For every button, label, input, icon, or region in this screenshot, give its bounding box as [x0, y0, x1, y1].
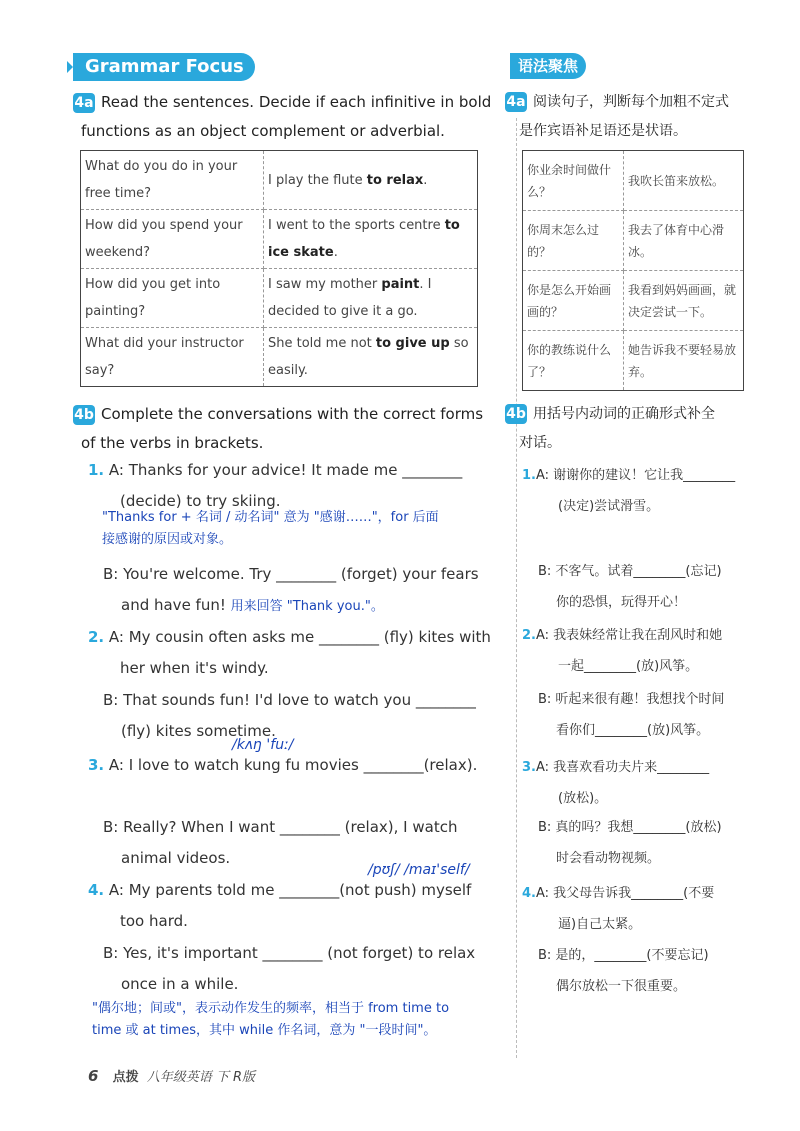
conv-line: A: 谢谢你的建议！它让我________ — [535, 468, 736, 483]
conv-number: 3. — [88, 756, 105, 774]
table-row — [81, 328, 478, 387]
left-4b-instructions — [73, 400, 503, 458]
right-4b-instr-line2: 对话。 — [519, 435, 561, 451]
right-4b-badge: 4b — [506, 406, 526, 422]
conv-number: 1. — [88, 461, 105, 479]
phonetic-push-myself: /pʊʃ/ /maɪ'self/ — [368, 862, 470, 878]
right-conv-1-a — [522, 460, 762, 522]
conv-line: animal videos. — [121, 849, 231, 867]
left-4a-instr-line2: functions as an object complement or adverbial. — [81, 122, 445, 140]
left-conv-4-a — [88, 875, 498, 937]
handwritten-note-you-are-welcome: 用来回答 "Thank you."。 — [230, 599, 384, 614]
table-row — [81, 210, 478, 269]
conv-number: 4. — [522, 886, 536, 901]
right-4b-instructions — [505, 400, 765, 458]
handwritten-note-thanks-for: "Thanks for + 名词 / 动名词" 意为 "感谢……"，for 后面 接感谢的原因或对象。 — [102, 510, 439, 547]
conv-line: 偶尔放松一下很重要。 — [556, 979, 687, 994]
conv-number: 3. — [522, 760, 536, 775]
conv-number: 2. — [522, 628, 536, 643]
left-4b-instr-line2: of the verbs in brackets. — [81, 434, 264, 452]
table-cell-answer: I saw my mother paint. I decided to give it a go. — [264, 269, 478, 328]
table-cell-question: What did your instructor say? — [81, 328, 264, 387]
table-cell-answer: 她告诉我不要轻易放弃。 — [628, 342, 737, 379]
conv-line: (决定)尝试滑雪。 — [558, 499, 660, 514]
handwritten-note-once-in-a-while: "偶尔地；间或"，表示动作发生的频率，相当于 from time to time 或 at times，其中 while 作名词，意为 "一段时间"。 — [92, 1001, 450, 1038]
brand-name: 点拨 — [112, 1070, 139, 1085]
conv-line: A: 我喜欢看功夫片来________ — [535, 760, 710, 775]
conv-line: A: 我表妹经常让我在刮风时和她 — [535, 628, 723, 643]
left-4a-instr-line1: Read the sentences. Decide if each infinitive in bold — [101, 93, 492, 111]
table-cell-answer: I play the flute to relax. — [264, 151, 478, 210]
column-divider — [516, 118, 517, 1058]
conv-line: B: Yes, it's important ________ (not forget) to relax — [103, 944, 476, 962]
right-conv-3-a — [522, 752, 762, 814]
conv-line: (放松)。 — [558, 791, 608, 806]
table-cell-question: How did you get into painting? — [81, 269, 264, 328]
conv-line: once in a while. — [121, 975, 239, 993]
phonetic-kung-fu: /kʌŋ 'fuː/ — [232, 737, 294, 753]
table-cell-answer: 我吹长笛来放松。 — [624, 151, 744, 211]
conv-line: her when it's windy. — [120, 659, 269, 677]
left-4a-badge: 4a — [74, 95, 94, 111]
table-cell-question: 你是怎么开始画画的？ — [523, 271, 624, 331]
left-conv-1-b — [103, 559, 503, 621]
table-cell-answer: 我看到妈妈画画，就决定尝试一下。 — [624, 271, 744, 331]
grammar-focus-banner: Grammar Focus — [73, 53, 255, 81]
left-conv-3-a — [88, 750, 498, 781]
book-title: 八年级英语 下 R版 — [146, 1070, 256, 1085]
table-cell-question: 你的教练说什么了？ — [523, 331, 624, 391]
conv-line: too hard. — [120, 912, 188, 930]
grammar-focus-banner-cn: 语法聚焦 — [510, 53, 586, 79]
conv-number: 1. — [522, 468, 536, 483]
right-conv-2-b — [538, 684, 763, 746]
table-row — [523, 211, 744, 271]
right-4b-instr-line1: 用括号内动词的正确形式补全 — [533, 406, 715, 422]
right-4a-badge: 4a — [506, 94, 526, 110]
conv-line: 一起________(放)风筝。 — [558, 659, 699, 674]
table-cell-question: 你业余时间做什么？ — [523, 151, 624, 211]
right-conv-3-b — [538, 812, 763, 874]
right-4a-instr-line1: 阅读句子，判断每个加粗不定式 — [533, 94, 729, 110]
left-conv-2-a — [88, 622, 498, 684]
conv-line: B: 真的吗？我想________(放松) — [538, 820, 722, 835]
table-row — [81, 151, 478, 210]
conv-line: B: 听起来很有趣！我想找个时间 — [538, 692, 725, 707]
conv-line: A: Thanks for your advice! It made me ________ — [108, 461, 463, 479]
left-4b-instr-line1: Complete the conversations with the correct forms — [101, 405, 484, 423]
conv-line: 逼)自己太紧。 — [558, 917, 642, 932]
page-number: 6 — [88, 1067, 99, 1085]
conv-line: A: My cousin often asks me ________ (fly) kites with — [108, 628, 491, 646]
conv-number: 4. — [88, 881, 105, 899]
conv-line: (fly) kites sometime. — [121, 722, 276, 740]
page-footer — [88, 1066, 255, 1085]
table-cell-answer: I went to the sports centre to ice skate. — [264, 210, 478, 269]
conv-line: B: That sounds fun! I'd love to watch you ________ — [103, 691, 476, 709]
table-cell-question: How did you spend your weekend? — [81, 210, 264, 269]
left-conv-4-b — [103, 938, 503, 1000]
table-cell-answer: She told me not to give up so easily. — [268, 336, 469, 378]
right-conv-4-a — [522, 878, 762, 940]
left-4a-instructions — [73, 88, 493, 146]
conv-line: and have fun! — [121, 596, 226, 614]
right-conv-1-b — [538, 556, 763, 618]
right-4a-instructions — [505, 88, 760, 146]
right-4a-table — [522, 150, 744, 391]
conv-line: 你的恐惧，玩得开心！ — [556, 595, 687, 610]
conv-line: B: You're welcome. Try ________ (forget) your fears — [103, 565, 479, 583]
table-row — [523, 151, 744, 211]
right-4a-instr-line2: 是作宾语补足语还是状语。 — [519, 123, 687, 139]
conv-line: A: I love to watch kung fu movies ________(relax). — [108, 756, 478, 774]
table-cell-question: What do you do in your free time? — [81, 151, 264, 210]
conv-line: (decide) to try skiing. — [120, 492, 281, 510]
table-row — [523, 331, 744, 391]
table-cell-answer: 我去了体育中心滑冰。 — [624, 211, 744, 271]
right-conv-2-a — [522, 620, 762, 682]
conv-line: B: 不客气。试着________(忘记) — [538, 564, 722, 579]
left-4b-badge: 4b — [74, 407, 94, 423]
table-row — [81, 269, 478, 328]
right-conv-4-b — [538, 940, 763, 1002]
conv-line: B: Really? When I want ________ (relax), I watch — [103, 818, 458, 836]
table-row — [523, 271, 744, 331]
left-conv-2-b — [103, 685, 503, 747]
conv-line: A: My parents told me ________(not push) myself — [108, 881, 472, 899]
conv-line: A: 我父母告诉我________(不要 — [535, 886, 715, 901]
conv-line: B: 是的，________(不要忘记) — [538, 948, 709, 963]
conv-line: 看你们________(放)风筝。 — [556, 723, 710, 738]
conv-number: 2. — [88, 628, 105, 646]
left-4a-table — [80, 150, 478, 387]
conv-line: 时会看动物视频。 — [556, 851, 661, 866]
table-cell-question: 你周末怎么过的？ — [523, 211, 624, 271]
